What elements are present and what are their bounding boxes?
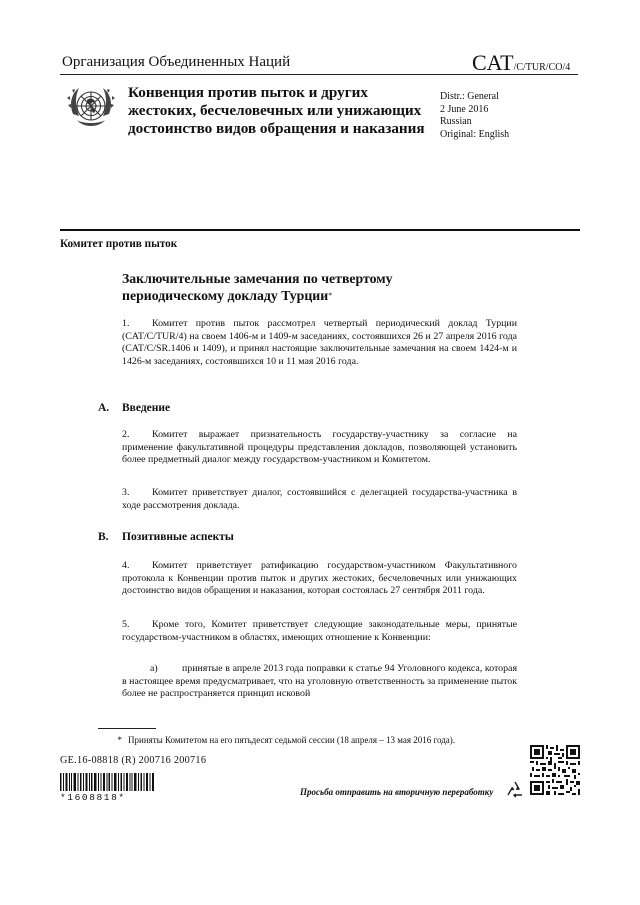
paragraph-number: 4. xyxy=(122,560,130,571)
distribution-block xyxy=(440,91,509,141)
barcode-number: *1608818* xyxy=(60,792,126,803)
header-rule xyxy=(60,74,578,75)
paragraph-3 xyxy=(122,487,517,512)
document-title-footnote-mark: * xyxy=(328,291,333,300)
paragraph-number: 3. xyxy=(122,487,130,498)
subparagraph-text: принятые в апреле 2013 года поправки к статье 94 Уголовного кодекса, которая в настоящее время предусматривает, что на уголовную ответственность за применение пыток более не распространяется принцип исковой xyxy=(122,663,517,699)
qr-code-icon xyxy=(530,745,580,797)
footnote-text: Приняты Комитетом на его пятьдесят седьмой сессии (18 апреля – 13 мая 2016 года). xyxy=(128,735,456,745)
document-title xyxy=(122,270,482,304)
org-name: Организация Объединенных Наций xyxy=(62,54,291,70)
section-letter: A. xyxy=(98,402,110,414)
distr-line: Distr.: General xyxy=(440,91,499,102)
paragraph-text: Кроме того, Комитет приветствует следующие законодательные меры, принятые государством-участником в областях, имеющих отношение к Конвенции: xyxy=(122,619,517,643)
paragraph-number: 2. xyxy=(122,429,130,440)
footnote-rule xyxy=(98,728,156,729)
footnote xyxy=(98,735,518,745)
section-title: Введение xyxy=(122,402,171,414)
subparagraph-label: a) xyxy=(150,663,158,674)
title-rule xyxy=(60,229,580,231)
section-title: Позитивные аспекты xyxy=(122,531,234,543)
barcode-icon xyxy=(60,773,154,791)
document-title-text: Заключительные замечания по четвертому периодическому докладу Турции xyxy=(122,271,393,303)
paragraph-2 xyxy=(122,429,517,467)
document-symbol xyxy=(472,50,570,76)
footnote-mark: * xyxy=(117,735,122,745)
paragraph-number: 5. xyxy=(122,619,130,630)
committee-name: Комитет против пыток xyxy=(60,238,178,250)
paragraph-4 xyxy=(122,560,517,598)
recycle-icon xyxy=(505,780,525,800)
section-a-heading xyxy=(98,402,170,414)
distr-date: 2 June 2016 xyxy=(440,103,489,115)
symbol-main: CAT xyxy=(472,50,514,75)
job-number: GE.16-08818 (R) 200716 200716 xyxy=(60,755,207,766)
section-b-heading xyxy=(98,531,234,543)
distr-original: Original: English xyxy=(440,128,510,140)
distr-language: Russian xyxy=(440,116,472,127)
convention-title: Конвенция против пыток и других жестоких, бесчеловечных или унижающих достоинство видов обращения и наказания xyxy=(128,84,425,137)
paragraph-number: 1. xyxy=(122,318,130,329)
paragraph-text: Комитет приветствует диалог, состоявшийся с делегацией государства-участника в ходе рассмотрения доклада. xyxy=(122,487,517,511)
section-letter: B. xyxy=(98,531,109,543)
paragraph-text: Комитет против пыток рассмотрел четвертый периодический доклад Турции (CAT/C/TUR/4) на своем 1406-м и 1409-м заседаниях, состоявшихся 26 и 27 апреля 2016 года (CAT/C/SR.1406 и 1409), и принял настоящие заключительные замечания на своем 1424-м и 1426-м заседаниях, состоявшихся 10 и 11 мая 2016 года. xyxy=(122,318,517,367)
paragraph-text: Комитет выражает признательность государству-участнику за согласие на применение факультативной процедуры представления докладов, позволяющей установить более предметный диалог между государством-участником и Комитетом. xyxy=(122,429,517,465)
recycle-text: Просьба отправить на вторичную переработку xyxy=(300,787,494,797)
paragraph-5 xyxy=(122,619,517,644)
paragraph-text: Комитет приветствует ратификацию государством-участником Факультативного протокола к Конвенции против пыток и других жестоких, бесчеловечных или унижающих достоинство видов обращения и наказания, которая состоялась 27 сентября 2011 года. xyxy=(122,560,517,596)
un-emblem-icon xyxy=(65,82,117,134)
subparagraph-a xyxy=(122,663,517,701)
paragraph-1 xyxy=(122,318,517,368)
symbol-rest: /C/TUR/CO/4 xyxy=(513,62,571,73)
